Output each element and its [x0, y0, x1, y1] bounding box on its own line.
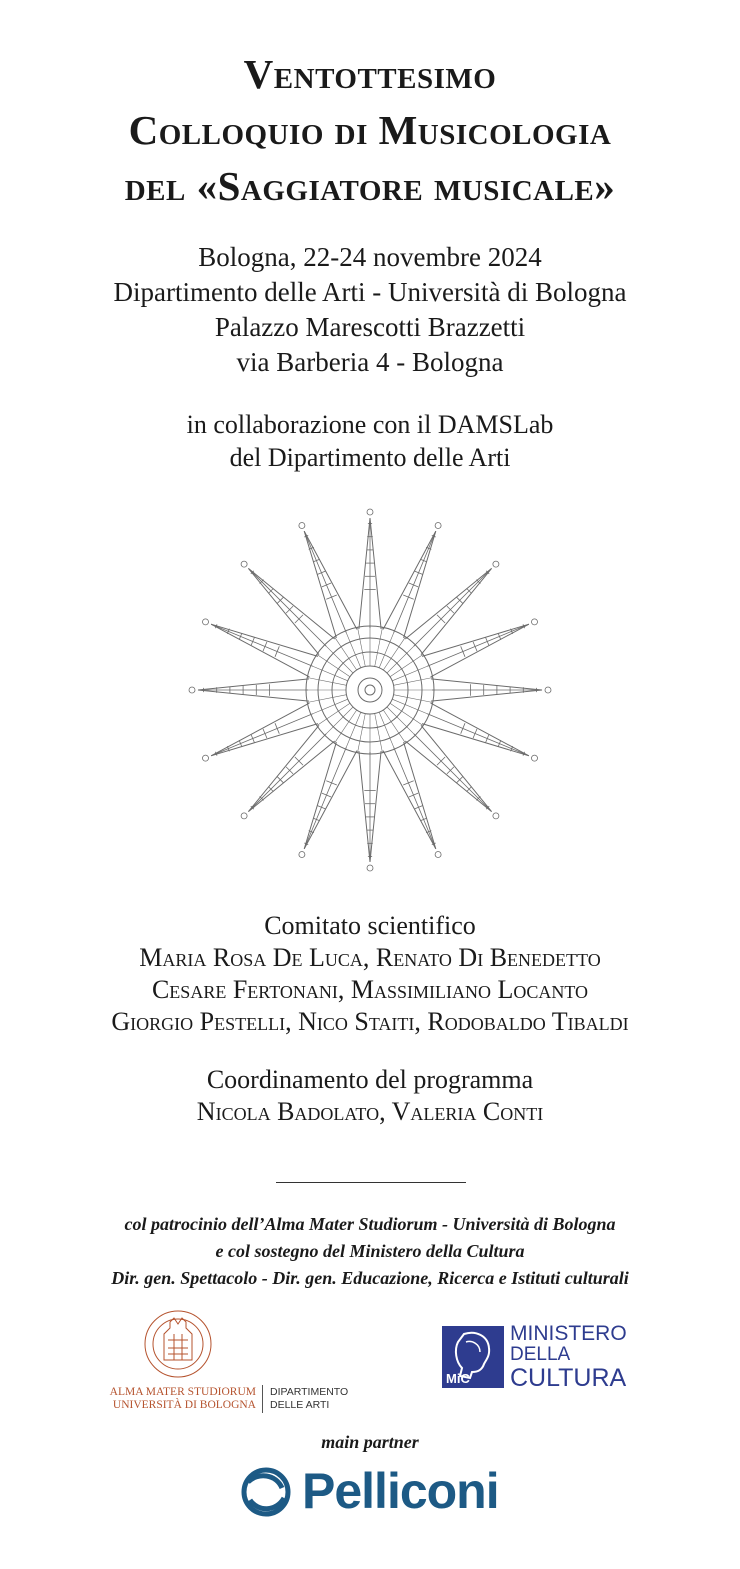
- event-dates: Bologna, 22-24 novembre 2024: [198, 242, 542, 272]
- patronage-line-2: e col sostegno del Ministero della Cultura: [215, 1241, 525, 1261]
- divider-line: [276, 1182, 466, 1183]
- unibo-name-line-2: UNIVERSITÀ DI BOLOGNA: [112, 1399, 256, 1411]
- event-palazzo: Palazzo Marescotti Brazzetti: [214, 312, 526, 342]
- mic-logo: [442, 1323, 652, 1393]
- committee-line-2: Cesare Fertonani, Massimiliano Locanto: [151, 975, 589, 1004]
- unibo-logo: [98, 1310, 358, 1420]
- coordination-names: Nicola Badolato, Valeria Conti: [196, 1097, 544, 1126]
- unibo-separator: [262, 1385, 263, 1413]
- unibo-dept-line-2: DELLE ARTI: [270, 1399, 330, 1411]
- patronage-block: [0, 1211, 740, 1292]
- patronage-line-3: Dir. gen. Spettacolo - Dir. gen. Educazione, Ricerca e Istituti culturali: [111, 1268, 629, 1288]
- committee-line-1: Maria Rosa De Luca, Renato Di Benedetto: [139, 943, 601, 972]
- event-address: via Barberia 4 - Bologna: [236, 347, 504, 377]
- collaboration-block: [0, 408, 740, 474]
- mic-short-label: MiC: [446, 1371, 470, 1386]
- pelliconi-logo: [236, 1460, 506, 1522]
- mic-line-2: DELLA: [510, 1344, 571, 1365]
- pelliconi-rings-icon: [236, 1462, 296, 1522]
- venue-block: [0, 240, 740, 380]
- event-department: Dipartimento delle Arti - Università di Bologna: [113, 277, 627, 307]
- main-partner-label: main partner: [321, 1432, 419, 1452]
- committee-heading: Comitato scientifico: [264, 911, 476, 940]
- unibo-dept-line-1: DIPARTIMENTO: [270, 1386, 349, 1398]
- committee-block: [0, 910, 740, 1038]
- patronage-line-1: col patrocinio dell’Alma Mater Studiorum - Università di Bologna: [124, 1214, 616, 1234]
- mic-line-3: CULTURA: [510, 1364, 627, 1392]
- coordination-block: [0, 1064, 740, 1128]
- event-title: [0, 46, 740, 214]
- committee-line-3: Giorgio Pestelli, Nico Staiti, Rodobaldo Tibaldi: [111, 1007, 629, 1036]
- unibo-name-line-1: ALMA MATER STUDIORUM: [109, 1386, 256, 1398]
- mic-emblem-icon: [442, 1326, 504, 1388]
- collaboration-line-2: del Dipartimento delle Arti: [229, 443, 511, 472]
- coordination-heading: Coordinamento del programma: [206, 1065, 534, 1094]
- star-rosette-illustration: [170, 495, 570, 885]
- mic-line-1: MINISTERO: [510, 1322, 627, 1345]
- title-line-1: Ventottesimo: [243, 51, 497, 97]
- collaboration-line-1: in collaborazione con il DAMSLab: [186, 410, 554, 439]
- title-line-3: del «Saggiatore musicale»: [124, 163, 616, 209]
- pelliconi-name: Pelliconi: [302, 1463, 499, 1519]
- title-line-2: Colloquio di Musicologia: [128, 107, 612, 153]
